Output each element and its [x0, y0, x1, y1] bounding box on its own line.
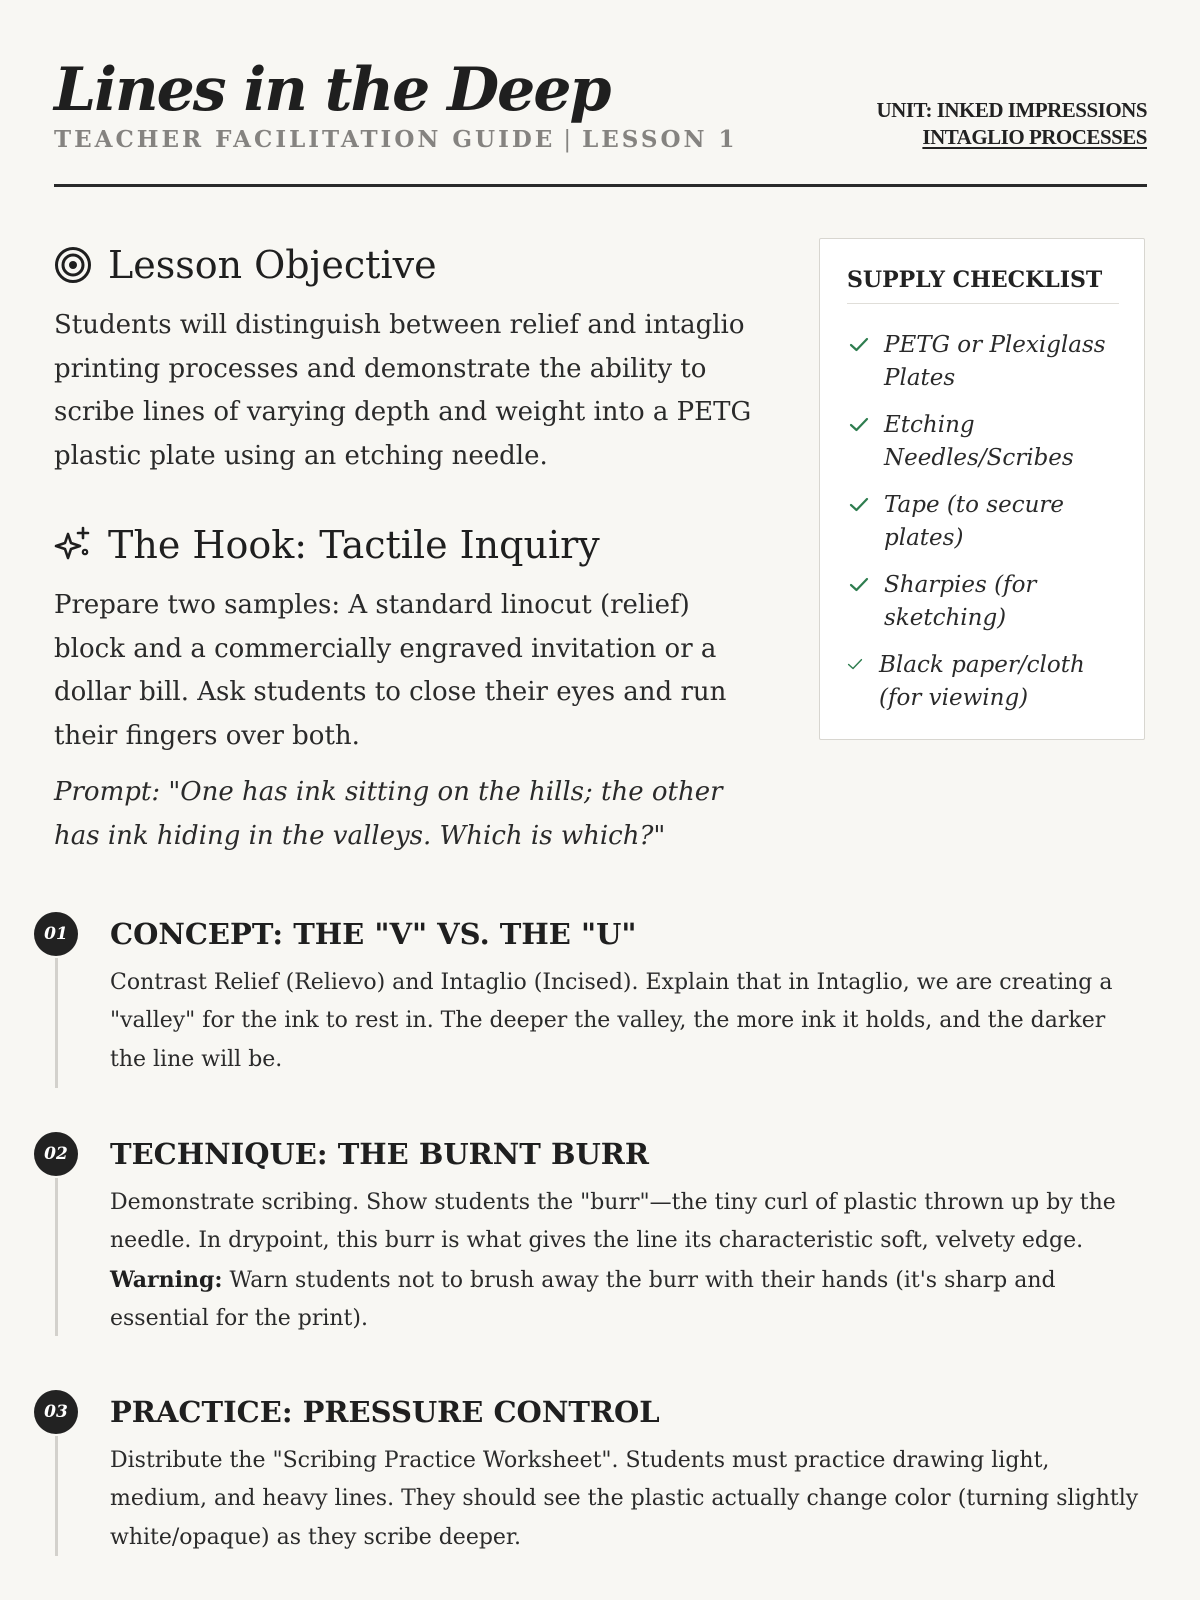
supply-item-label: PETG or Plexiglass Plates — [884, 332, 1106, 391]
hook-text: Prepare two samples: A standard linocut (relief) block and a commercially engraved invitation or a dollar bill. Ask students to close their eyes and run their fingers over both. — [54, 590, 727, 751]
unit-label: UNIT: INKED IMPRESSIONS — [876, 98, 1147, 122]
supply-item-label: Etching Needles/Scribes — [884, 412, 1074, 471]
page-title: Lines in the Deep — [54, 55, 610, 125]
check-icon — [849, 337, 869, 353]
supply-item — [847, 569, 1119, 635]
page-subtitle — [54, 123, 738, 157]
lesson-page — [44, 0, 1147, 1600]
target-icon — [54, 246, 92, 284]
unit-info — [877, 97, 1148, 151]
step-body: Distribute the "Scribing Practice Worksheet". Students must practice drawing light, medium, and heavy lines. They should see the plastic actually change color (turning slightly white/opaque) as they scribe deeper. — [110, 1448, 1139, 1550]
check-icon — [849, 577, 869, 593]
warning-text: Warn students not to brush away the burr with their hands (it's sharp and essential for the print). — [110, 1267, 1056, 1331]
sparkles-icon — [54, 526, 92, 564]
step-rail — [55, 1436, 58, 1556]
step-number-badge: 02 — [34, 1132, 78, 1176]
lesson-label: LESSON 1 — [582, 126, 738, 153]
supply-item — [847, 409, 1119, 475]
supply-item — [847, 329, 1119, 395]
hook-prompt: Prompt: "One has ink sitting on the hills; the other has ink hiding in the valleys. Which is which?" — [54, 777, 723, 851]
warning-label: Warning: — [110, 1266, 223, 1293]
supply-item-label: Black paper/cloth (for viewing) — [879, 652, 1085, 711]
step-body: Contrast Relief (Relievo) and Intaglio (Incised). Explain that in Intaglio, we are creating a "valley" for the ink to rest in. The deeper the valley, the more ink it holds, and the darker the line will be. — [110, 970, 1113, 1072]
supply-item-label: Sharpies (for sketching) — [884, 572, 1037, 631]
supply-checklist — [819, 238, 1145, 740]
objective-text: Students will distinguish between relief and intaglio printing processes and demonstrate the ability to scribe lines of varying depth and weight into a PETG plastic plate using an etching needle. — [54, 310, 752, 471]
supply-item-label: Tape (to secure plates) — [884, 492, 1065, 551]
objective-heading — [54, 240, 437, 290]
supply-item — [847, 649, 1119, 715]
hook-heading-text: The Hook: Tactile Inquiry — [108, 523, 600, 567]
step-rail — [55, 1178, 58, 1336]
step-title: CONCEPT: THE "V" VS. THE "U" — [110, 917, 637, 951]
check-icon — [847, 658, 863, 671]
step-number-badge: 01 — [34, 912, 78, 956]
supply-item — [847, 489, 1119, 555]
supply-checklist-title: SUPPLY CHECKLIST — [847, 265, 1119, 304]
guide-label: TEACHER FACILITATION GUIDE — [54, 126, 556, 153]
unit-topic-link[interactable]: INTAGLIO PROCESSES — [922, 125, 1147, 149]
check-icon — [849, 417, 869, 433]
supply-list — [847, 329, 1119, 729]
subtitle-separator: | — [563, 127, 575, 153]
step-title: PRACTICE: PRESSURE CONTROL — [110, 1395, 660, 1429]
objective-heading-text: Lesson Objective — [108, 243, 437, 287]
check-icon — [849, 497, 869, 513]
hook-heading — [54, 520, 600, 570]
step-rail — [55, 958, 58, 1088]
page-header — [54, 52, 1147, 187]
step-number-badge: 03 — [34, 1390, 78, 1434]
step-body-text: Demonstrate scribing. Show students the "burr"—the tiny curl of plastic thrown up by the needle. In drypoint, this burr is what gives the line its characteristic soft, velvety edge. — [110, 1190, 1116, 1254]
step-title: TECHNIQUE: THE BURNT BURR — [110, 1137, 649, 1171]
step-body — [110, 1184, 1147, 1338]
